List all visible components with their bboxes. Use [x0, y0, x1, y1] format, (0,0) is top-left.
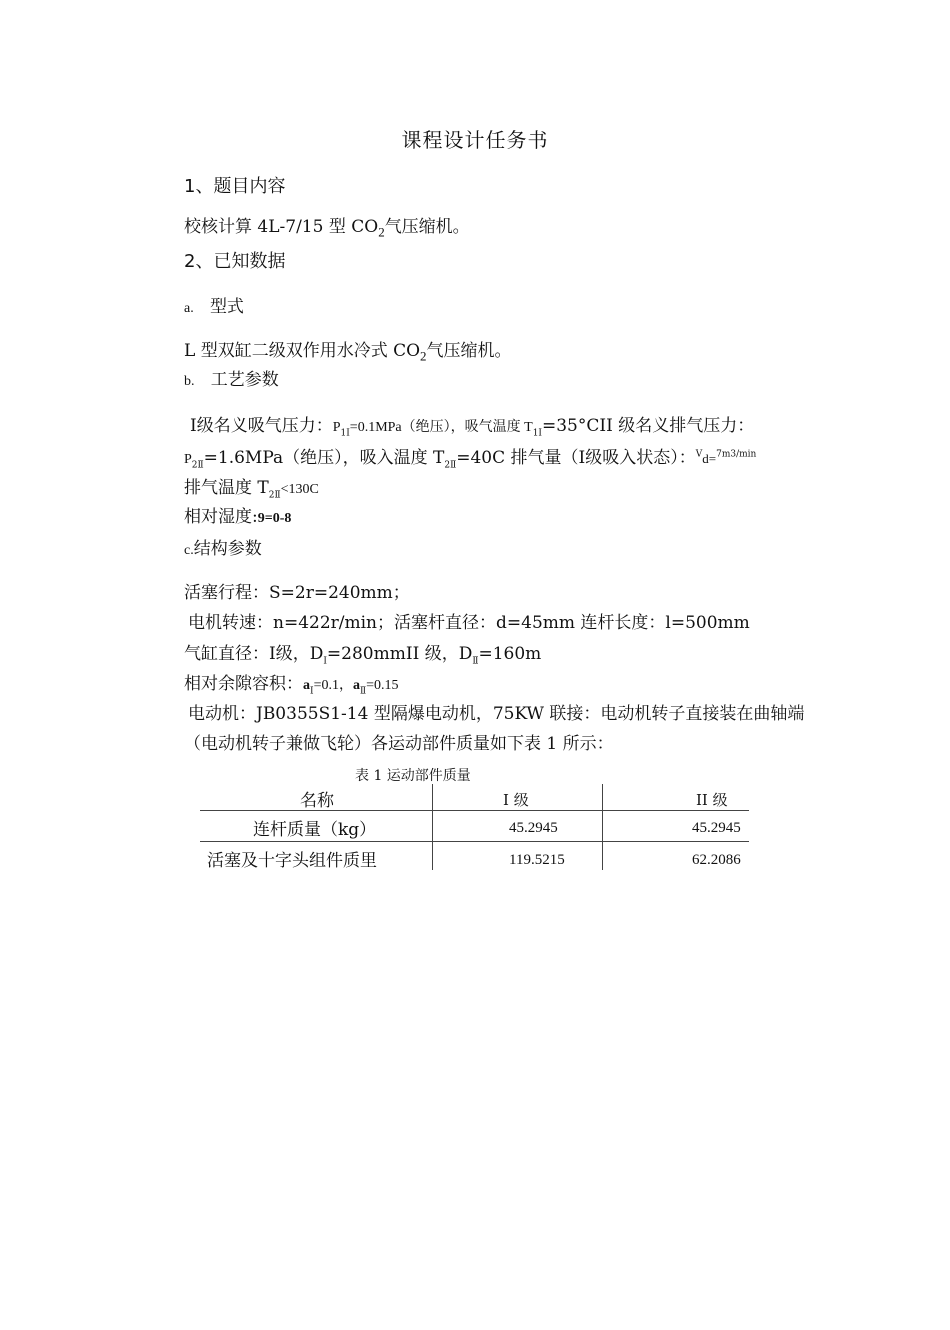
d-subscript: Ⅰ — [323, 656, 327, 667]
column-divider — [432, 784, 433, 870]
section-1-text-a: 校核计算 4L-7/15 型 CO — [184, 217, 379, 237]
section-1-text-b: 气压缩机。 — [384, 217, 470, 237]
table-cell-name: 活塞及十字头组件质里 — [207, 851, 377, 870]
t-subscript: 2Ⅱ — [444, 460, 457, 471]
section-2-heading: 2、已知数据 — [184, 251, 286, 272]
table-header-name: 名称 — [300, 791, 334, 811]
table-cell-name: 连杆质量（kg） — [253, 820, 377, 840]
process-line-1 — [190, 415, 754, 439]
humidity-value: 9=0-8 — [257, 511, 292, 526]
clearance-label: 相对余隙容积： — [184, 674, 303, 694]
humidity-label: 相对湿度: — [184, 507, 258, 527]
page-title: 课程设计任务书 — [401, 128, 549, 152]
cylinder-diameter-b: =280mmII 级，D — [326, 644, 473, 664]
discharge-temp-label: 排气温度 T — [184, 478, 269, 498]
clearance-value-1: =0.1， — [313, 678, 353, 693]
d-subscript: Ⅱ — [472, 656, 479, 667]
motor-description-line-2: （电动机转子兼做飞轮）各运动部件质量如下表 1 所示： — [184, 734, 614, 754]
a-symbol: a — [352, 678, 360, 693]
table-cell-level-2: 45.2945 — [692, 820, 741, 836]
section-1-text — [184, 216, 470, 238]
co2-subscript: 2 — [420, 348, 427, 364]
process-line-3 — [184, 477, 319, 501]
part-c-title: 结构参数 — [193, 539, 262, 559]
table-cell-level-1: 45.2945 — [509, 820, 558, 836]
suction-pressure-value: =0.1MPa（绝压），吸气温度 T — [349, 420, 533, 435]
part-a-label: a. — [184, 301, 194, 316]
table-header-level-2: II 级 — [696, 791, 728, 809]
p-subscript: 1Ⅰ — [340, 428, 350, 439]
motor-description-line-1: 电动机：JB0355S1-14 型隔爆电动机，75KW 联接：电动机转子直接装在曲轴端 — [188, 704, 805, 724]
part-a-title: 型式 — [209, 297, 244, 317]
a-subscript: Ⅱ — [359, 686, 367, 697]
intake-temp-value: =40C 排气量（Ⅰ级吸入状态）： — [456, 448, 696, 468]
part-c-heading — [184, 538, 262, 562]
suction-temp-value: =35°CII 级名义排气压力： — [541, 416, 755, 436]
stroke-line: 活塞行程：S=2r=240mm； — [184, 583, 410, 603]
cylinder-diameter-a: 气缸直径：Ⅰ级，D — [184, 644, 324, 664]
clearance-line — [184, 673, 399, 697]
a-subscript: Ⅰ — [310, 686, 314, 697]
displacement-symbol: d= — [702, 451, 717, 466]
displacement-value: 7m3/min — [716, 449, 757, 460]
table-cell-level-1: 119.5215 — [509, 852, 565, 868]
table-caption: 表 1 运动部件质量 — [355, 768, 471, 784]
mass-table — [200, 784, 749, 870]
cylinder-diameter-line — [184, 643, 541, 665]
t-subscript: 1Ⅰ — [532, 428, 542, 439]
p-subscript: 2Ⅱ — [191, 460, 204, 471]
cylinder-diameter-c: =160m — [478, 644, 542, 664]
suction-pressure-label: Ⅰ级名义吸气压力： — [190, 416, 333, 436]
discharge-pressure-value: =1.6MPa（绝压），吸入温度 T — [203, 448, 445, 468]
part-a-text-b: 气压缩机。 — [426, 341, 512, 361]
table-cell-level-2: 62.2086 — [692, 852, 741, 868]
part-b-heading — [184, 369, 279, 393]
a-symbol: a — [303, 678, 310, 693]
v-superscript: V — [695, 449, 703, 460]
part-b-title: 工艺参数 — [210, 370, 279, 390]
p-symbol: P — [184, 452, 192, 467]
part-a-heading — [184, 296, 244, 320]
t-subscript: 2Ⅱ — [268, 490, 281, 501]
part-a-text — [184, 340, 512, 362]
clearance-value-2: =0.15 — [366, 678, 399, 693]
process-line-4 — [184, 506, 291, 530]
part-b-label: b. — [184, 374, 195, 389]
table-header-level-1: I 级 — [503, 791, 529, 809]
motor-speed-line: 电机转速：n=422r/min；活塞杆直径：d=45mm 连杆长度：l=500mm — [188, 613, 750, 633]
process-line-2 — [184, 447, 756, 471]
column-divider — [602, 784, 603, 870]
row-divider — [200, 810, 749, 811]
part-c-label: c. — [184, 543, 194, 558]
section-1-heading: 1、题目内容 — [184, 176, 286, 197]
discharge-temp-value: <130C — [280, 482, 319, 497]
part-a-text-a: L 型双缸二级双作用水冷式 CO — [184, 341, 421, 361]
co2-subscript: 2 — [378, 224, 385, 240]
row-divider — [200, 841, 749, 842]
p-symbol: P — [332, 420, 341, 435]
